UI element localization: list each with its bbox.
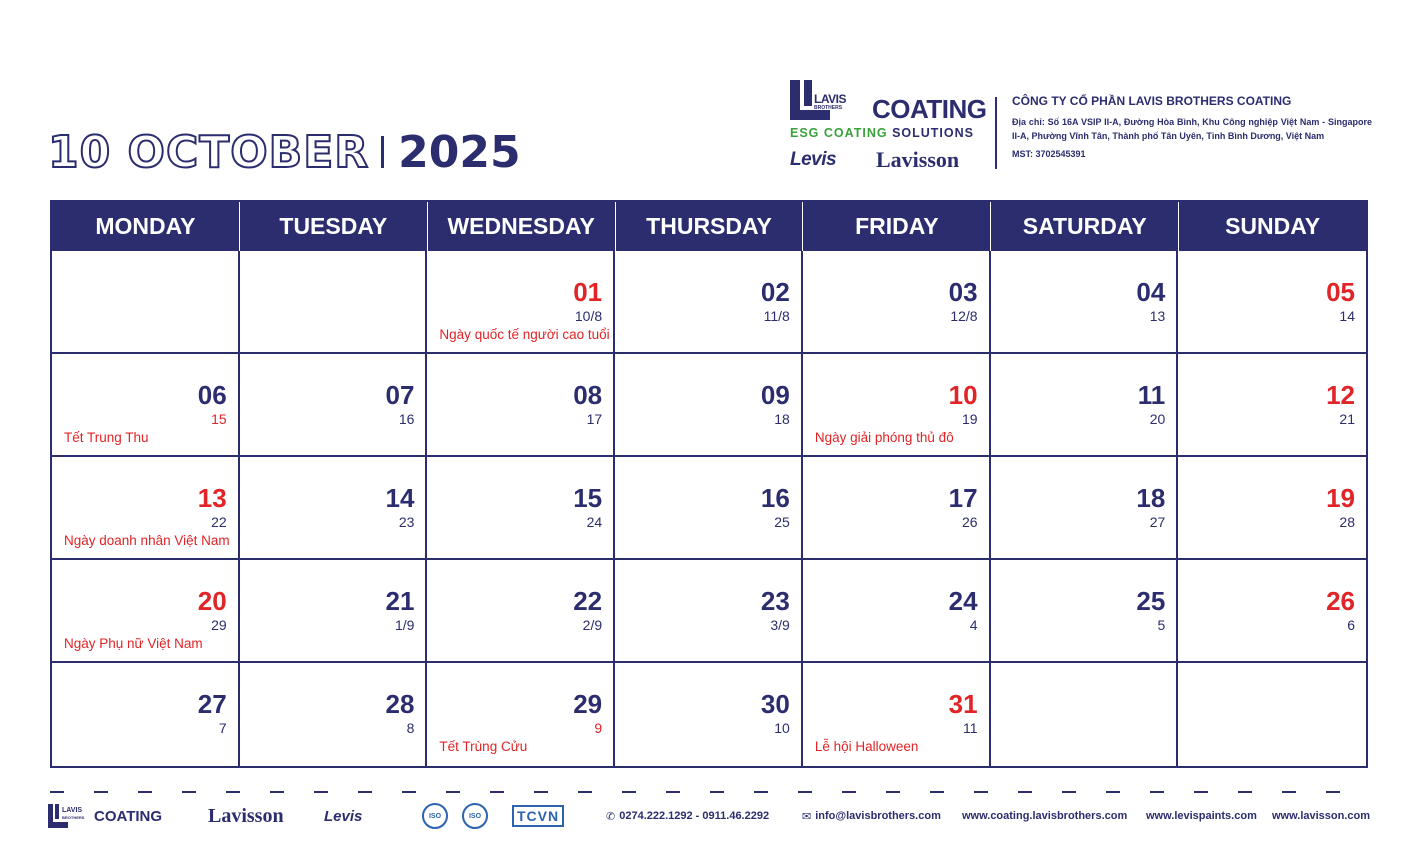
lunar-date: 19 [961,411,978,427]
lunar-date: 11 [963,720,978,736]
footer-phone[interactable] [606,798,769,834]
lunar-date: 8 [406,720,415,736]
day-number: 14 [385,483,415,513]
day-cell[interactable] [52,354,240,457]
day-number: 05 [1326,277,1355,307]
day-cell[interactable] [427,251,615,354]
holiday-event: Lễ hội Halloween [814,739,919,754]
day-cell[interactable] [240,663,428,766]
footer-lavis-label: LAVIS [62,807,83,814]
empty-day-cell [240,251,428,354]
empty-day-cell [1178,663,1366,766]
day-cell[interactable] [803,251,991,354]
lunar-date: 13 [1149,308,1166,324]
footer [48,798,1373,834]
day-cell[interactable] [1178,560,1366,663]
day-cell[interactable] [615,251,803,354]
day-cell[interactable] [803,663,991,766]
day-number: 24 [948,586,978,616]
lunar-date: 24 [586,514,603,530]
day-cell[interactable] [991,560,1179,663]
month-label: 10 OCTOBER [48,126,370,178]
tagline-solutions: SOLUTIONS [892,126,974,140]
day-number: 18 [1136,483,1166,513]
footer-lavis-small [62,807,84,821]
footer-website-lavisson[interactable]: www.lavisson.com [1272,810,1371,822]
day-number: 02 [760,277,790,307]
day-cell[interactable] [240,457,428,560]
day-number: 30 [760,689,790,719]
lunar-date: 28 [1339,514,1355,530]
day-number: 15 [573,483,603,513]
company-name: CÔNG TY CỔ PHẦN LAVIS BROTHERS COATING [1012,94,1292,108]
lunar-date: 22 [211,514,227,530]
day-cell[interactable] [427,457,615,560]
levis-logo: Levis [790,149,837,170]
brand-block [790,80,985,175]
lunar-date: 7 [218,720,227,736]
lunar-date: 26 [961,514,978,530]
day-cell[interactable] [240,354,428,457]
iso-badge-icon: ISO [422,803,448,829]
day-number: 03 [948,277,978,307]
day-cell[interactable] [615,663,803,766]
day-cell[interactable] [52,457,240,560]
day-cell[interactable] [1178,354,1366,457]
lunar-date: 1/9 [394,617,415,633]
day-number: 20 [197,586,227,616]
lunar-date: 17 [586,411,603,427]
brand-lavis-label: LAVIS [814,92,846,106]
lavisson-logo: Lavisson [876,147,960,172]
day-number: 23 [760,586,790,616]
day-cell[interactable] [991,251,1179,354]
lunar-date: 15 [211,411,227,427]
day-number: 19 [1326,483,1355,513]
lunar-date: 25 [774,514,790,530]
lunar-date: 2/9 [582,617,603,633]
lunar-date: 6 [1347,617,1355,633]
day-number: 25 [1136,586,1166,616]
day-number: 22 [573,586,603,616]
day-cell[interactable] [991,457,1179,560]
empty-day-cell [52,251,240,354]
lunar-date: 20 [1149,411,1166,427]
lunar-date: 5 [1157,617,1166,633]
day-cell[interactable] [52,663,240,766]
day-number: 26 [1326,586,1355,616]
day-number: 28 [385,689,415,719]
lunar-date: 9 [594,720,603,736]
footer-website-coating[interactable]: www.coating.lavisbrothers.com [962,810,1128,822]
lunar-date: 27 [1149,514,1166,530]
weekday-saturday: SATURDAY [991,202,1179,251]
footer-phone-text: 0274.222.1292 - 0911.46.2292 [619,810,770,822]
day-cell[interactable] [1178,251,1366,354]
weekday-monday: MONDAY [52,202,240,251]
empty-day-cell [991,663,1179,766]
day-number: 17 [948,483,978,513]
lunar-date: 29 [211,617,227,633]
weekday-thursday: THURSDAY [616,202,804,251]
lunar-date: 11/8 [763,308,790,324]
footer-website-levis[interactable]: www.levispaints.com [1146,810,1257,822]
day-number: 13 [197,483,227,513]
day-number: 11 [1137,380,1166,410]
lunar-date: 14 [1339,308,1355,324]
day-number: 06 [197,380,227,410]
lunar-date: 10 [774,720,790,736]
brand-coating-label: COATING [872,94,987,124]
day-cell[interactable] [52,560,240,663]
brand-divider [995,97,997,169]
calendar-grid [50,200,1368,768]
lunar-date: 16 [398,411,415,427]
day-cell[interactable] [1178,457,1366,560]
iso-badge-icon: ISO [462,803,488,829]
holiday-event: Tết Trùng Cửu [439,739,528,754]
day-number: 12 [1326,380,1355,410]
holiday-event: Ngày giải phóng thủ đô [814,430,954,445]
lunar-date: 12/8 [950,308,978,324]
tagline-esg: ESG COATING [790,126,888,140]
weekday-wednesday: WEDNESDAY [428,202,616,251]
title-divider [381,136,384,168]
day-cell[interactable] [240,560,428,663]
year-label: 2025 [398,126,521,178]
footer-lavisson-logo: Lavisson [208,804,284,827]
day-cell[interactable] [615,560,803,663]
company-address: Địa chỉ: Số 16A VSIP II-A, Đường Hòa Bình, Khu Công nghiệp Việt Nam - Singapore II-A, Phường Vĩnh Tân, Thành phố Tân Uyên, Tỉnh Bình Dương, Việt Nam [1012,117,1372,141]
brand-lavis-text [814,94,846,111]
company-tax-id: MST: 3702545391 [1012,149,1086,159]
lunar-date: 10/8 [574,308,603,324]
day-cell[interactable] [427,560,615,663]
weekday-friday: FRIDAY [803,202,991,251]
weekday-header [52,202,1366,251]
weekday-tuesday: TUESDAY [240,202,428,251]
day-number: 21 [385,586,415,616]
calendar-days [52,251,1366,766]
lunar-date: 23 [398,514,415,530]
brand-brothers-label: BROTHERS [814,105,843,111]
email-icon: ✉ [802,810,812,823]
footer-coating-logo [48,798,162,834]
footer-brothers-label: BROTHERS [62,815,85,820]
day-cell[interactable] [615,457,803,560]
lunar-date: 3/9 [770,617,790,633]
day-number: 10 [948,380,978,410]
lunar-date: 4 [969,617,978,633]
day-cell[interactable] [803,457,991,560]
lunar-date: 18 [774,411,790,427]
lunar-date: 21 [1339,411,1355,427]
day-cell[interactable] [803,354,991,457]
day-cell[interactable] [803,560,991,663]
day-number: 27 [197,689,227,719]
day-cell[interactable] [427,354,615,457]
day-cell[interactable] [991,354,1179,457]
brand-tagline [790,126,974,140]
footer-levis-logo: Levis [324,807,363,825]
holiday-event: Tết Trung Thu [64,430,149,445]
day-number: 01 [573,277,603,307]
calendar-title [48,126,521,178]
footer-dashed-divider [50,791,1368,793]
day-cell[interactable] [615,354,803,457]
day-number: 16 [760,483,790,513]
day-number: 31 [948,689,978,719]
holiday-event: Ngày Phụ nữ Việt Nam [64,636,203,651]
holiday-event: Ngày doanh nhân Việt Nam [64,533,230,548]
day-number: 04 [1136,277,1166,307]
phone-icon: ✆ [606,810,616,823]
footer-email-text: info@lavisbrothers.com [815,810,941,822]
tcvn-badge: TCVN [512,805,564,827]
day-number: 29 [573,689,603,719]
footer-email[interactable] [802,798,941,834]
day-number: 08 [573,380,603,410]
day-cell[interactable] [427,663,615,766]
day-number: 09 [760,380,790,410]
company-info [1012,94,1372,161]
holiday-event: Ngày quốc tế người cao tuổi [439,327,610,342]
weekday-sunday: SUNDAY [1225,213,1321,239]
day-number: 07 [385,380,415,410]
footer-coating-label: COATING [94,807,163,825]
